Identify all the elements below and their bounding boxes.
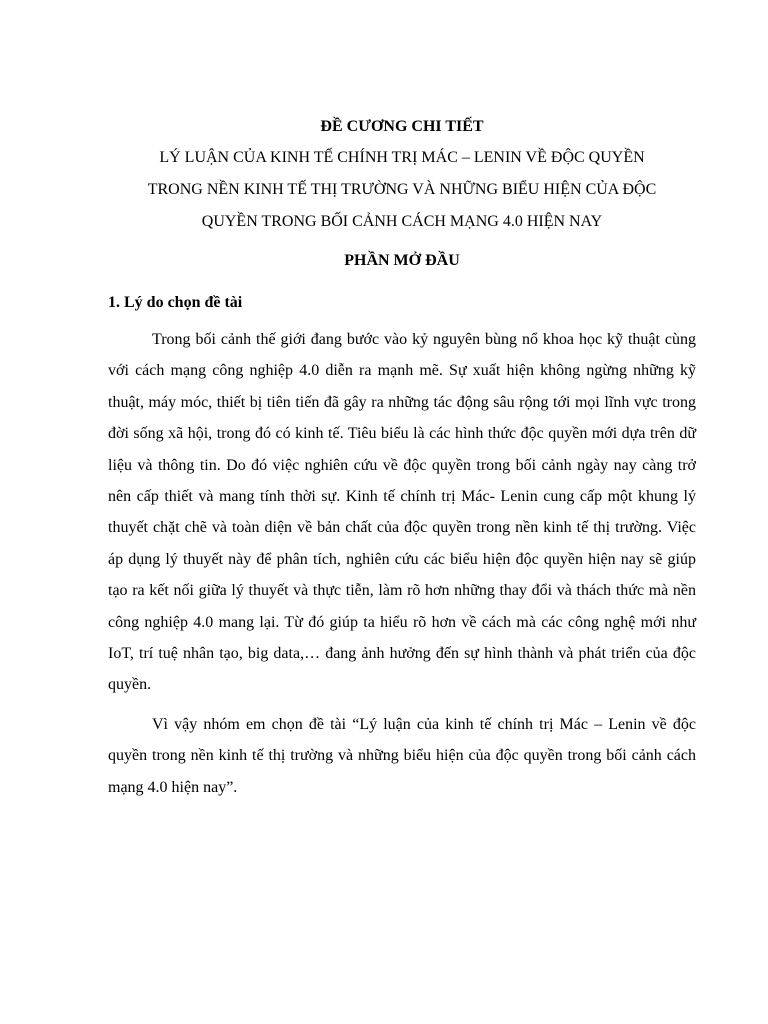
subtitle-line-3: QUYỀN TRONG BỐI CẢNH CÁCH MẠNG 4.0 HIỆN NAY xyxy=(201,213,603,230)
document-content xyxy=(108,112,696,803)
body-paragraph-1: Trong bối cảnh thế giới đang bước vào kỷ nguyên bùng nổ khoa học kỹ thuật cùng với cách mạng công nghiệp 4.0 diễn ra mạnh mẽ. Sự xuất hiện không ngừng những kỹ thuật, máy móc, thiết bị tiên tiến đã gây ra những tác động sâu rộng tới mọi lĩnh vực trong đời sống xã hội, trong đó có kinh tế. Tiêu biểu là các hình thức độc quyền mới dựa trên dữ liệu và thông tin. Do đó việc nghiên cứu về độc quyền trong bối cảnh ngày nay càng trở nên cấp thiết và mang tính thời sự. Kinh tế chính trị Mác- Lenin cung cấp một khung lý thuyết chặt chẽ và toàn diện về bản chất của độc quyền trong nền kinh tế thị trường. Việc áp dụng lý thuyết này để phân tích, nghiên cứu các biểu hiện độc quyền hiện nay sẽ giúp tạo ra kết nối giữa lý thuyết và thực tiễn, làm rõ hơn những thay đổi và thách thức mà nền công nghiệp 4.0 mang lại. Từ đó giúp ta hiểu rõ hơn về cách mà các công nghệ mới như IoT, trí tuệ nhân tạo, big data,… đang ảnh hưởng đến sự hình thành và phát triển của độc quyền. xyxy=(108,331,696,694)
body-paragraph-2: Vì vậy nhóm em chọn đề tài “Lý luận của kinh tế chính trị Mác – Lenin về độc quyền trong nền kinh tế thị trường và những biểu hiện của độc quyền trong bối cảnh cách mạng 4.0 hiện nay”. xyxy=(108,715,696,796)
section-heading: PHẦN MỞ ĐẦU xyxy=(344,252,460,269)
document-subtitle xyxy=(108,142,696,238)
subsection-heading: 1. Lý do chọn đề tài xyxy=(108,294,243,311)
document-title: ĐỀ CƯƠNG CHI TIẾT xyxy=(320,118,484,135)
subtitle-line-1: LÝ LUẬN CỦA KINH TẾ CHÍNH TRỊ MÁC – LENIN VỀ ĐỘC QUYỀN xyxy=(159,149,645,166)
subtitle-line-2: TRONG NỀN KINH TẾ THỊ TRƯỜNG VÀ NHỮNG BIỂU HIỆN CỦA ĐỘC xyxy=(147,181,657,198)
